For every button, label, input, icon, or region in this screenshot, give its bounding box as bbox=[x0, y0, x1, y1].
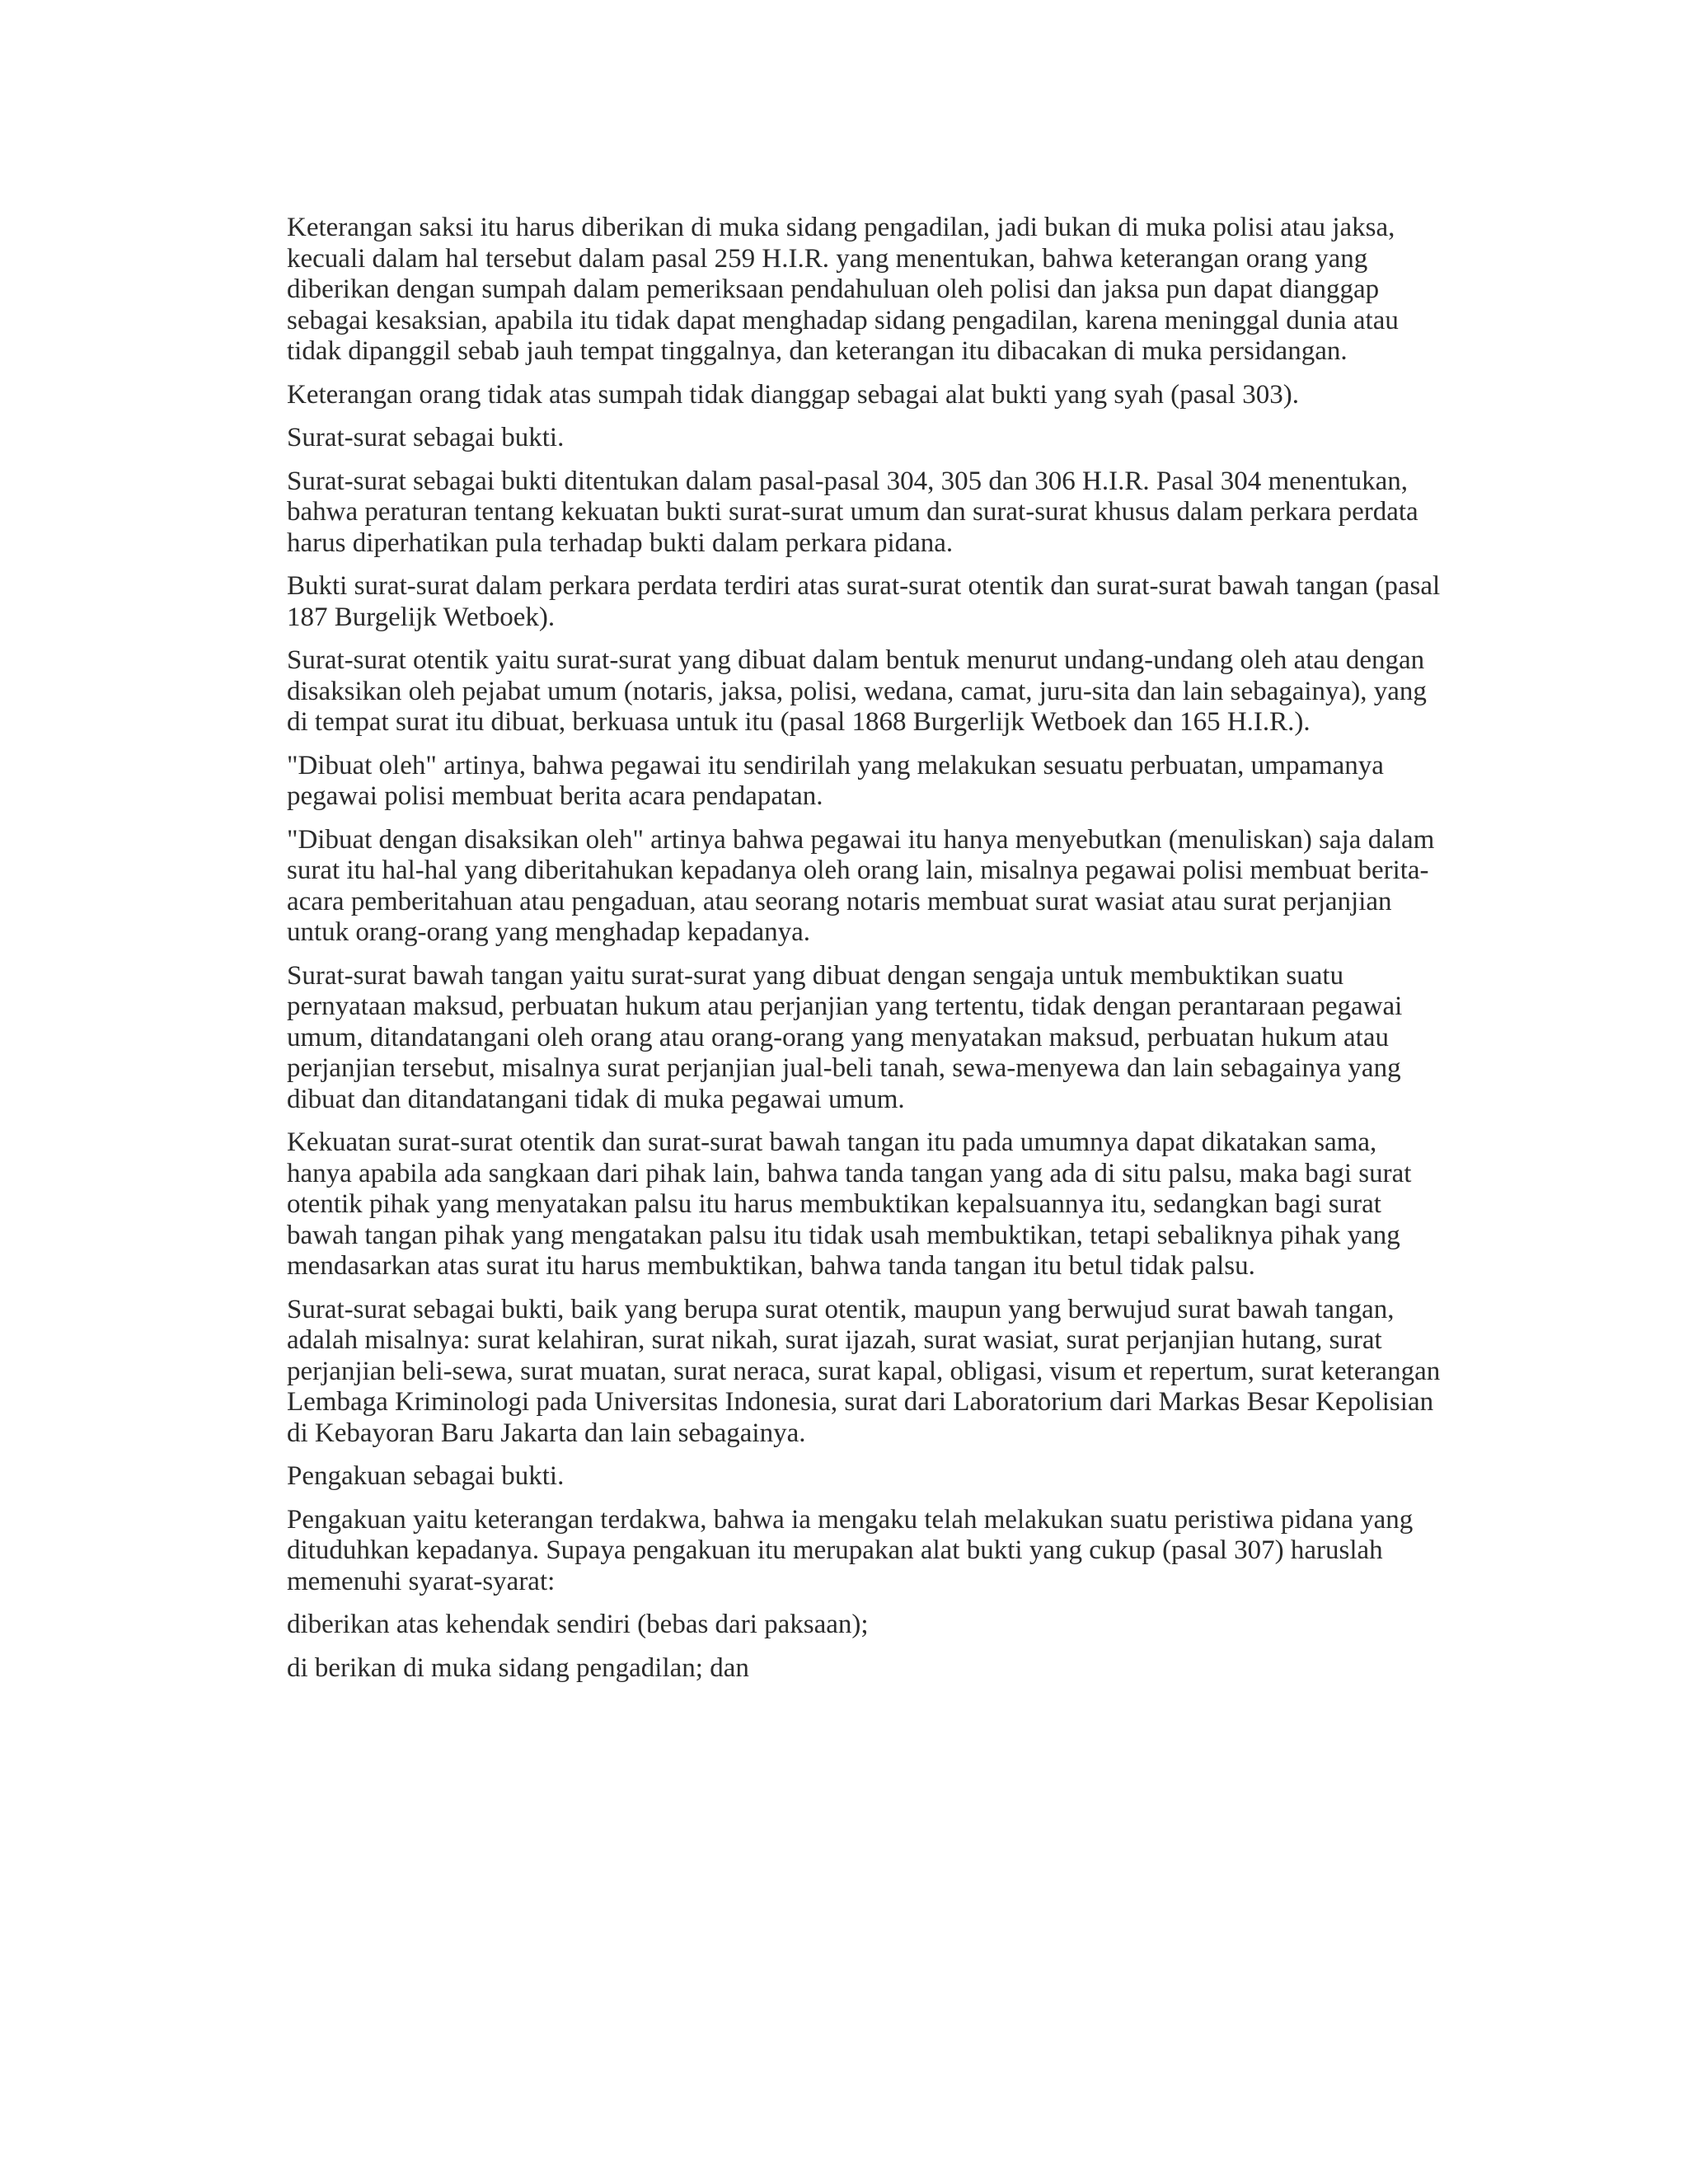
list-item-before-court: di berikan di muka sidang pengadilan; dan bbox=[287, 1652, 749, 1683]
document-body bbox=[287, 213, 1441, 1696]
paragraph-documents-articles: Surat-surat sebagai bukti ditentukan dalam pasal-pasal 304, 305 dan 306 H.I.R. Pasal 304 menentukan, bahwa peraturan tentang kekuatan bukti surat-surat umum dan surat-surat khusus dalam perkara perdata harus diperhatikan pula terhadap bukti dalam perkara pidana. bbox=[287, 466, 1418, 558]
paragraph-witness-testimony: Keterangan saksi itu harus diberikan di muka sidang pengadilan, jadi bukan di muka polisi atau jaksa, kecuali dalam hal tersebut dalam pasal 259 H.I.R. yang menentukan, bahwa keterangan orang yang diberikan dengan sumpah dalam pemeriksaan pendahuluan oleh polisi dan jaksa pun dapat dianggap sebagai kesaksian, apabila itu tidak dapat menghadap sidang pengadilan, karena meninggal dunia atau tidak dipanggil sebab jauh tempat tinggalnya, dan keterangan itu dibacakan di muka persidangan. bbox=[287, 213, 1399, 366]
paragraph-authentic-documents: Surat-surat otentik yaitu surat-surat yang dibuat dalam bentuk menurut undang-undang oleh atau dengan disaksikan oleh pejabat umum (notaris, jaksa, polisi, wedana, camat, juru-sita dan lain sebagainya), yang di tempat surat itu dibuat, berkuasa untuk itu (pasal 1868 Burgerlijk Wetboek dan 165 H.I.R.). bbox=[287, 645, 1427, 737]
paragraph-civil-documents: Bukti surat-surat dalam perkara perdata terdiri atas surat-surat otentik dan surat-surat bawah tangan (pasal 187 Burgelijk Wetboek). bbox=[287, 571, 1441, 632]
paragraph-witnessed-by: "Dibuat dengan disaksikan oleh" artinya bahwa pegawai itu hanya menyebutkan (menuliskan) saja dalam surat itu hal-hal yang diberitahukan kepadanya oleh orang lain, misalnya pegawai polisi membuat berita-acara pemberitahuan atau pengaduan, atau seorang notaris membuat surat wasiat atau surat perjanjian untuk orang-orang yang menghadap kepadanya. bbox=[287, 824, 1435, 947]
paragraph-unsworn-statement: Keterangan orang tidak atas sumpah tidak dianggap sebagai alat bukti yang syah (pasal 303). bbox=[287, 379, 1299, 410]
paragraph-document-strength: Kekuatan surat-surat otentik dan surat-surat bawah tangan itu pada umumnya dapat dikatakan sama, hanya apabila ada sangkaan dari pihak lain, bahwa tanda tangan yang ada di situ palsu, maka bagi surat otentik pihak yang menyatakan palsu itu harus membuktikan kepalsuannya itu, sedangkan bagi surat bawah tangan pihak yang mengatakan palsu itu tidak usah membuktikan, tetapi sebaliknya pihak yang mendasarkan atas surat itu harus membuktikan, bahwa tanda tangan itu betul tidak palsu. bbox=[287, 1127, 1412, 1281]
paragraph-made-by: "Dibuat oleh" artinya, bahwa pegawai itu sendirilah yang melakukan sesuatu perbuatan, umpamanya pegawai polisi membuat berita acara pendapatan. bbox=[287, 750, 1384, 811]
heading-documents-as-evidence: Surat-surat sebagai bukti. bbox=[287, 423, 565, 452]
list-item-free-will: diberikan atas kehendak sendiri (bebas dari paksaan); bbox=[287, 1610, 869, 1639]
paragraph-document-examples: Surat-surat sebagai bukti, baik yang berupa surat otentik, maupun yang berwujud surat bawah tangan, adalah misalnya: surat kelahiran, surat nikah, surat ijazah, surat wasiat, surat perjanjian hutang, surat perjanjian beli-sewa, surat muatan, surat neraca, surat kapal, obligasi, visum et repertum, surat keterangan Lembaga Kriminologi pada Universitas Indonesia, surat dari Laboratorium dari Markas Besar Kepolisian di Kebayoran Baru Jakarta dan lain sebagainya. bbox=[287, 1294, 1441, 1448]
paragraph-private-documents: Surat-surat bawah tangan yaitu surat-surat yang dibuat dengan sengaja untuk membuktikan suatu pernyataan maksud, perbuatan hukum atau perjanjian yang tertentu, tidak dengan perantaraan pegawai umum, ditandatangani oleh orang atau orang-orang yang menyatakan maksud, perbuatan hukum atau perjanjian tersebut, misalnya surat perjanjian jual-beli tanah, sewa-menyewa dan lain sebagainya yang dibuat dan ditandatangani tidak di muka pegawai umum. bbox=[287, 960, 1403, 1114]
heading-confession-as-evidence: Pengakuan sebagai bukti. bbox=[287, 1461, 565, 1491]
paragraph-confession-definition: Pengakuan yaitu keterangan terdakwa, bahwa ia mengaku telah melakukan suatu peristiwa pidana yang dituduhkan kepadanya. Supaya pengakuan itu merupakan alat bukti yang cukup (pasal 307) haruslah memenuhi syarat-syarat: bbox=[287, 1504, 1414, 1596]
